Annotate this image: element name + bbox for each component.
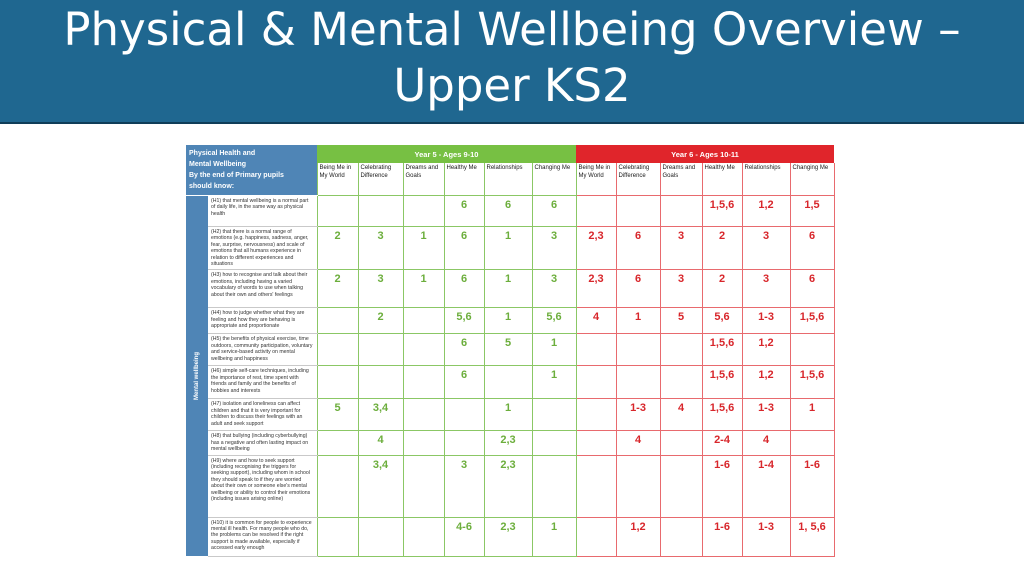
year5-value-cell (403, 308, 444, 334)
year5-value-cell: 5 (484, 334, 532, 366)
year6-header: Year 6 - Ages 10-11 (576, 145, 834, 163)
statement-cell: (H8) that bullying (including cyberbullying) has a negative and often lasting impact on mental wellbeing (208, 431, 317, 455)
overview-table-frame (186, 145, 834, 552)
year5-value-cell (484, 366, 532, 399)
year5-header: Year 5 - Ages 9-10 (317, 145, 576, 163)
table-row (186, 196, 834, 227)
year6-value-cell: 1,5,6 (790, 308, 834, 334)
overview-table (186, 145, 835, 557)
statement-cell: (H10) it is common for people to experience mental ill health. For many people who do, the problems can be resolved if the right support is made available, especially if accessed early enough (208, 517, 317, 556)
year5-value-cell (403, 431, 444, 455)
statement-cell: (H9) where and how to seek support (including recognising the triggers for seeking support), including whom in school they should speak to if they are worried about their own or someone else's mental wellbeing or ability to control their emotions (including issues arising online) (208, 455, 317, 517)
column-header: Being Me in My World (317, 163, 358, 195)
year6-value-cell: 1-3 (742, 308, 790, 334)
year5-value-cell: 6 (444, 334, 484, 366)
statement-cell: (H7) isolation and loneliness can affect children and that it is very important for children to discuss their feelings with an adult and seek support (208, 399, 317, 431)
statement-cell: (H1) that mental wellbeing is a normal part of daily life, in the same way as physical health (208, 196, 317, 227)
year6-value-cell: 1,5 (790, 196, 834, 227)
statement-cell: (H5) the benefits of physical exercise, time outdoors, community participation, voluntary and service-based activity on mental wellbeing and happiness (208, 334, 317, 366)
year6-value-cell (576, 431, 616, 455)
year5-value-cell: 2 (358, 308, 403, 334)
year6-value-cell (660, 455, 702, 517)
statement-cell: (H3) how to recognise and talk about their emotions, including having a varied vocabulary of words to use when talking about their own and others' feelings (208, 270, 317, 308)
year6-value-cell: 1,5,6 (702, 334, 742, 366)
year6-value-cell: 5 (660, 308, 702, 334)
year5-value-cell (403, 334, 444, 366)
year6-value-cell: 2-4 (702, 431, 742, 455)
table-row (186, 334, 834, 366)
year6-value-cell: 1 (616, 308, 660, 334)
table-row (186, 431, 834, 455)
column-header: Healthy Me (444, 163, 484, 195)
year6-value-cell: 3 (742, 270, 790, 308)
year5-value-cell: 2 (317, 270, 358, 308)
year6-value-cell: 1-3 (742, 517, 790, 556)
year5-value-cell: 2,3 (484, 431, 532, 455)
header-line: should know: (189, 183, 235, 190)
year5-value-cell: 3 (358, 227, 403, 270)
year5-value-cell (317, 431, 358, 455)
year6-value-cell: 1,5,6 (702, 366, 742, 399)
year6-value-cell: 1,2 (616, 517, 660, 556)
table-row (186, 366, 834, 399)
year6-value-cell: 1,2 (742, 366, 790, 399)
year5-value-cell (317, 366, 358, 399)
year5-value-cell: 3,4 (358, 399, 403, 431)
year6-value-cell: 1,5,6 (790, 366, 834, 399)
year6-value-cell (616, 366, 660, 399)
year5-value-cell: 3,4 (358, 455, 403, 517)
year5-value-cell (317, 455, 358, 517)
statement-cell: (H6) simple self-care techniques, including the importance of rest, time spent with friends and family and the benefits of hobbies and interests (208, 366, 317, 399)
year6-value-cell: 2,3 (576, 270, 616, 308)
year6-value-cell: 1,2 (742, 334, 790, 366)
column-header: Celebrating Difference (358, 163, 403, 195)
year6-value-cell: 6 (616, 270, 660, 308)
year5-value-cell (358, 334, 403, 366)
column-header: Changing Me (790, 163, 834, 195)
year5-value-cell: 5 (317, 399, 358, 431)
year5-value-cell (403, 196, 444, 227)
year6-value-cell (576, 334, 616, 366)
year5-value-cell (444, 399, 484, 431)
year6-value-cell: 5,6 (702, 308, 742, 334)
column-header: Relationships (484, 163, 532, 195)
column-header: Celebrating Difference (616, 163, 660, 195)
table-body (186, 196, 834, 557)
year5-value-cell: 6 (444, 366, 484, 399)
category-side-cell (186, 196, 208, 557)
header-line: Physical Health and (189, 150, 256, 157)
year5-value-cell (532, 455, 576, 517)
year5-value-cell: 2 (317, 227, 358, 270)
year5-value-cell: 1 (403, 227, 444, 270)
year5-value-cell (403, 366, 444, 399)
column-header: Being Me in My World (576, 163, 616, 195)
year5-value-cell (317, 334, 358, 366)
year6-value-cell: 4 (742, 431, 790, 455)
year6-value-cell: 1,2 (742, 196, 790, 227)
year6-value-cell: 1,5,6 (702, 196, 742, 227)
year5-value-cell: 6 (444, 270, 484, 308)
year5-value-cell: 6 (532, 196, 576, 227)
year5-value-cell (532, 399, 576, 431)
category-side-label: Mental wellbeing (194, 352, 200, 401)
year5-value-cell: 1 (484, 227, 532, 270)
table-row (186, 399, 834, 431)
column-header: Healthy Me (702, 163, 742, 195)
year6-value-cell: 1,5,6 (702, 399, 742, 431)
year6-value-cell: 1, 5,6 (790, 517, 834, 556)
slide-title-line-1: Physical & Mental Wellbeing Overview – (63, 3, 961, 56)
title-banner (0, 0, 1024, 124)
year6-value-cell (616, 334, 660, 366)
year6-value-cell (660, 196, 702, 227)
year5-value-cell (532, 431, 576, 455)
year5-value-cell (358, 517, 403, 556)
slide-title (0, 2, 1024, 114)
year5-value-cell: 3 (532, 227, 576, 270)
slide-title-line-2: Upper KS2 (393, 59, 631, 112)
column-header: Dreams and Goals (403, 163, 444, 195)
year6-value-cell (576, 366, 616, 399)
year6-value-cell (660, 366, 702, 399)
year5-value-cell (403, 517, 444, 556)
year6-value-cell: 3 (660, 270, 702, 308)
year6-value-cell: 1-6 (790, 455, 834, 517)
year6-value-cell (576, 517, 616, 556)
year6-value-cell: 6 (790, 270, 834, 308)
year6-value-cell (790, 334, 834, 366)
year6-value-cell (616, 196, 660, 227)
year5-value-cell (403, 399, 444, 431)
table-row (186, 227, 834, 270)
year5-value-cell: 4-6 (444, 517, 484, 556)
header-line: By the end of Primary pupils (189, 172, 284, 179)
year5-value-cell (358, 196, 403, 227)
table-row (186, 455, 834, 517)
table-row (186, 308, 834, 334)
year6-value-cell (576, 455, 616, 517)
year5-value-cell: 6 (444, 227, 484, 270)
year5-value-cell (317, 308, 358, 334)
year6-value-cell (660, 431, 702, 455)
table-header-cell (186, 145, 317, 196)
year6-value-cell (576, 399, 616, 431)
year6-value-cell: 4 (576, 308, 616, 334)
year6-value-cell: 1-3 (742, 399, 790, 431)
statement-cell: (H4) how to judge whether what they are feeling and how they are behaving is appropriate and proportionate (208, 308, 317, 334)
year5-value-cell: 1 (403, 270, 444, 308)
column-header: Relationships (742, 163, 790, 195)
year6-value-cell (660, 517, 702, 556)
year5-value-cell (317, 517, 358, 556)
year6-value-cell: 1-4 (742, 455, 790, 517)
year6-value-cell: 6 (790, 227, 834, 270)
column-header: Changing Me (532, 163, 576, 195)
year5-value-cell (358, 366, 403, 399)
year5-value-cell: 2,3 (484, 455, 532, 517)
year6-value-cell (616, 455, 660, 517)
year6-value-cell: 6 (616, 227, 660, 270)
year5-value-cell: 1 (532, 366, 576, 399)
year5-value-cell: 1 (484, 270, 532, 308)
year6-value-cell (660, 334, 702, 366)
statement-cell: (H2) that there is a normal range of emotions (e.g. happiness, sadness, anger, fear, surprise, nervousness) and scale of emotions that all humans experience in relation to different experiences and situations (208, 227, 317, 270)
year6-value-cell: 2 (702, 227, 742, 270)
year6-value-cell: 1-3 (616, 399, 660, 431)
year5-value-cell: 3 (532, 270, 576, 308)
year5-value-cell: 6 (444, 196, 484, 227)
year5-value-cell: 5,6 (444, 308, 484, 334)
header-line: Mental Wellbeing (189, 161, 247, 168)
column-header: Dreams and Goals (660, 163, 702, 195)
year5-value-cell: 4 (358, 431, 403, 455)
table-row (186, 270, 834, 308)
year5-value-cell: 1 (484, 399, 532, 431)
year6-value-cell: 2 (702, 270, 742, 308)
year6-value-cell: 3 (660, 227, 702, 270)
year5-value-cell: 3 (444, 455, 484, 517)
year5-value-cell: 3 (358, 270, 403, 308)
year6-value-cell: 1-6 (702, 517, 742, 556)
year6-value-cell: 2,3 (576, 227, 616, 270)
year6-value-cell: 1 (790, 399, 834, 431)
year5-value-cell: 6 (484, 196, 532, 227)
year6-value-cell: 1-6 (702, 455, 742, 517)
year6-value-cell (576, 196, 616, 227)
year6-value-cell: 3 (742, 227, 790, 270)
year6-value-cell: 4 (660, 399, 702, 431)
year5-value-cell (403, 455, 444, 517)
year5-value-cell (317, 196, 358, 227)
table-row (186, 517, 834, 556)
year5-value-cell: 2,3 (484, 517, 532, 556)
year6-value-cell (790, 431, 834, 455)
year6-value-cell: 4 (616, 431, 660, 455)
year5-value-cell: 1 (532, 517, 576, 556)
year5-value-cell (444, 431, 484, 455)
year5-value-cell: 1 (532, 334, 576, 366)
year5-value-cell: 1 (484, 308, 532, 334)
year5-value-cell: 5,6 (532, 308, 576, 334)
